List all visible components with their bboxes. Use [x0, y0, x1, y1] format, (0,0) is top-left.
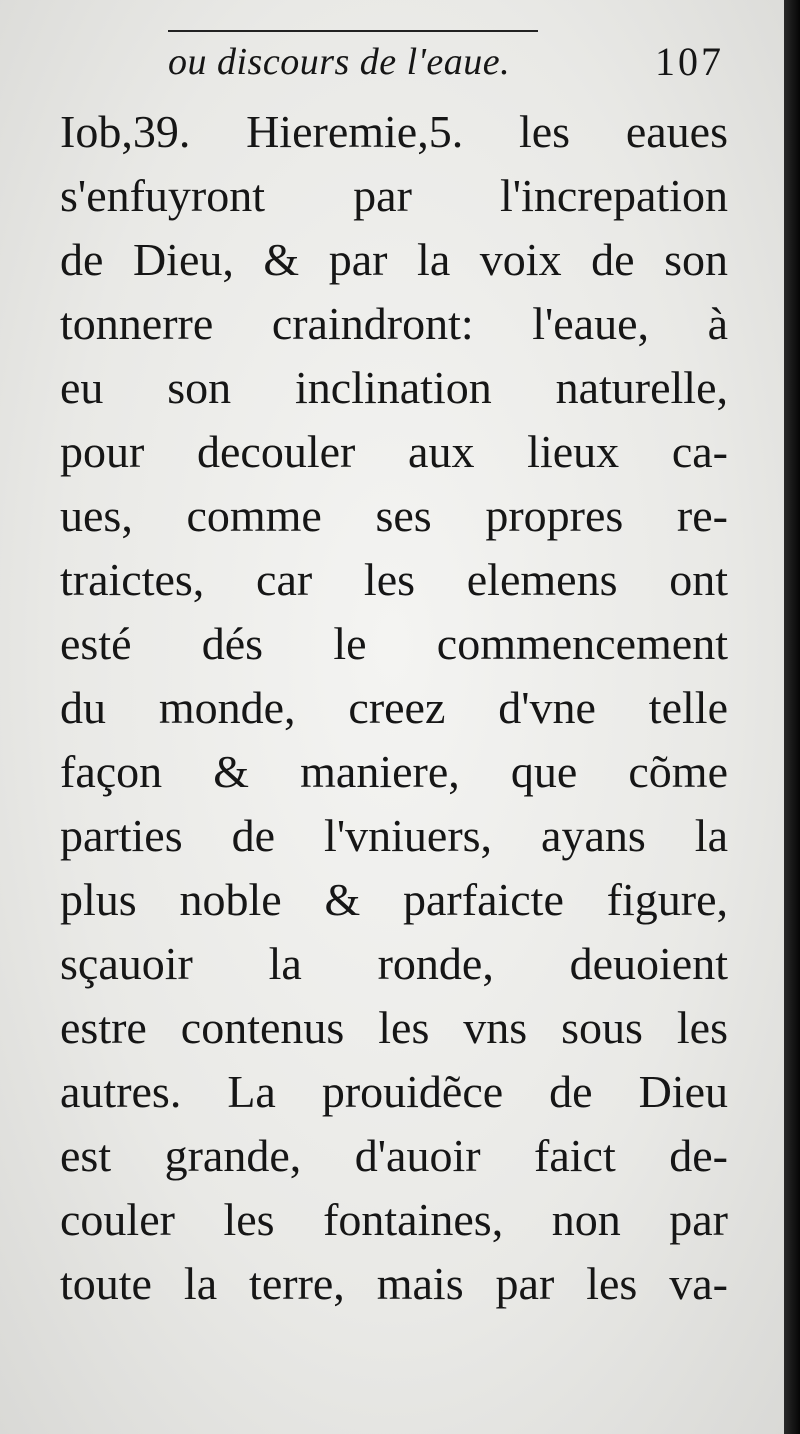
text-line: esté dés le commencement	[60, 618, 728, 669]
running-title: ou discours de l'eaue.	[168, 41, 511, 83]
text-line: s'enfuyront par l'increpation	[60, 170, 728, 221]
text-line: pour decouler aux lieux ca-	[60, 426, 728, 477]
text-line: traictes, car les elemens ont	[60, 554, 728, 605]
text-line: du monde, creez d'vne telle	[60, 682, 728, 733]
text-line: sçauoir la ronde, deuoient	[60, 938, 728, 989]
body-text	[60, 100, 728, 1316]
text-line: est grande, d'auoir faict de-	[60, 1130, 728, 1181]
page-number: 107	[655, 39, 724, 84]
text-line: couler les fontaines, non par	[60, 1194, 728, 1245]
text-line: tonnerre craindront: l'eaue, à	[60, 298, 728, 349]
text-line: autres. La prouidẽce de Dieu	[60, 1066, 728, 1117]
page-header	[60, 30, 724, 92]
page-edge-shadow	[784, 0, 800, 1434]
text-line: eu son inclination naturelle,	[60, 362, 728, 413]
text-line: de Dieu, & par la voix de son	[60, 234, 728, 285]
text-line: Iob,39. Hieremie,5. les eaues	[60, 106, 728, 157]
text-line: estre contenus les vns sous les	[60, 1002, 728, 1053]
text-line: parties de l'vniuers, ayans la	[60, 810, 728, 861]
text-line: ues, comme ses propres re-	[60, 490, 728, 541]
text-line: plus noble & parfaicte figure,	[60, 874, 728, 925]
text-line: toute la terre, mais par les va-	[60, 1258, 728, 1309]
header-rule	[168, 30, 538, 32]
text-line: façon & maniere, que cõme	[60, 746, 728, 797]
